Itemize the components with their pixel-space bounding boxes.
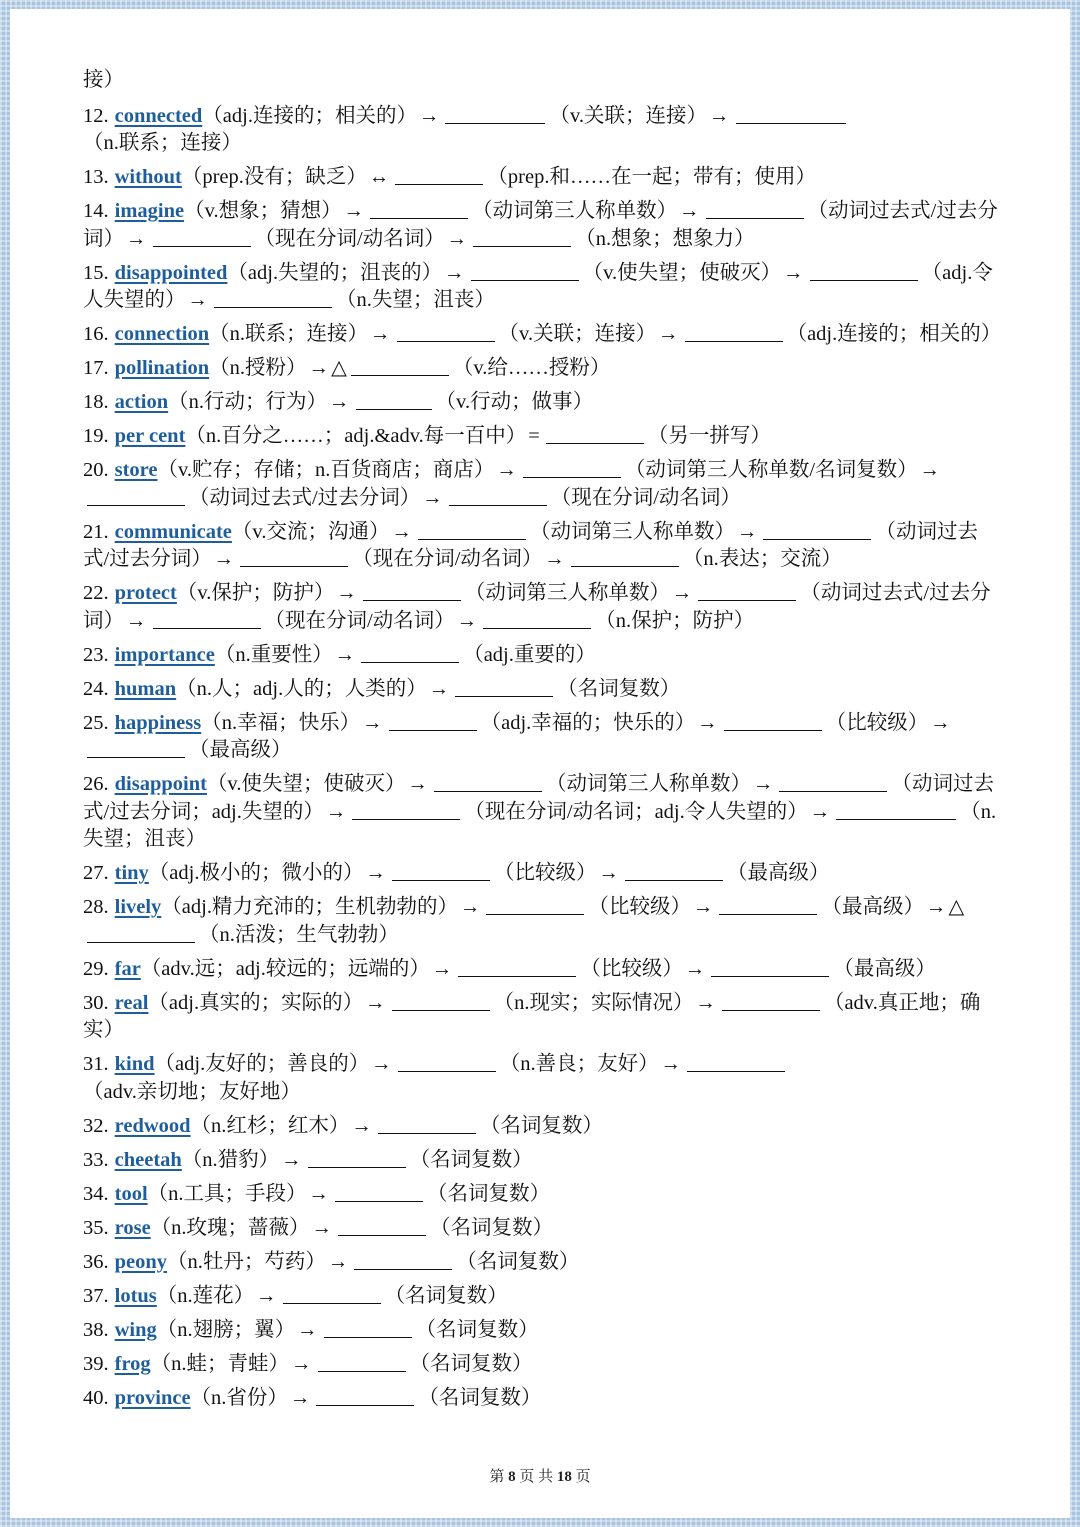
entry-gloss: （n.蛙；青蛙） [150,1352,290,1375]
entry-number: 13. [83,166,109,188]
vocab-entry [83,519,1003,574]
headword-link[interactable]: lotus [114,1284,157,1307]
answer-blank[interactable] [338,1234,426,1236]
continued-fragment: 接） [83,69,124,91]
footer-page-number: 8 [508,1469,516,1485]
headword-link[interactable]: happiness [114,711,202,734]
answer-blank[interactable] [389,729,477,731]
arrow-symbol: → [126,609,147,632]
entry-gloss: （v.交流；沟通） [231,520,390,543]
arrow-symbol: → [213,548,235,570]
headword-link[interactable]: action [114,391,169,413]
entry-number: 31. [83,1053,109,1075]
vocab-entry [83,423,1003,451]
arrow-symbol: → [679,200,700,222]
arrow-symbol: → [930,711,951,734]
entry-gloss: （n.工具；手段） [147,1182,307,1205]
entry-gloss: （n.莲花） [156,1284,255,1307]
arrow-symbol: → [365,862,386,884]
headword-link[interactable]: store [114,459,158,481]
headword-link[interactable]: connection [114,323,210,345]
answer-blank[interactable] [351,374,449,376]
entry-number: 17. [83,357,109,379]
entry-gloss: （名词复数） [418,1386,542,1409]
entry-gloss: （比较级） [493,862,597,884]
arrow-symbol: → [684,957,706,980]
answer-blank[interactable] [87,504,185,506]
answer-blank[interactable] [736,122,846,124]
answer-blank[interactable] [836,818,956,820]
entry-gloss: （n.善良；友好） [499,1053,659,1075]
entry-gloss: （n.猎豹） [181,1148,280,1171]
vocab-entry [83,710,1003,765]
vocab-entry [83,103,1003,158]
entry-gloss: （n.表达；交流） [682,548,842,570]
headword-link[interactable]: per cent [114,425,186,447]
answer-blank[interactable] [283,1302,381,1304]
answer-blank[interactable] [153,245,251,247]
arrow-symbol: → [308,357,330,379]
entry-gloss: （adj.连接的；相关的） [786,323,1002,345]
entry-number: 15. [83,261,109,284]
entry-gloss: （n.行动；行为） [168,391,328,413]
entry-gloss: （v.保护；防护） [176,582,335,604]
entry-gloss: （adj.友好的；善良的） [154,1053,370,1075]
arrow-symbol: → [692,896,714,918]
entry-gloss: （现在分词/动名词） [550,486,741,509]
entry-gloss: （最高级） [726,862,830,884]
answer-blank[interactable] [356,408,432,410]
headword-link[interactable]: wing [114,1318,157,1341]
headword-link[interactable]: lively [114,896,162,918]
vocab-entry [83,894,1003,949]
entry-gloss: （v.关联；连接） [549,104,708,127]
headword-link[interactable]: peony [114,1250,168,1273]
vocab-entry [83,1249,1003,1277]
entry-gloss: （n.省份） [190,1386,288,1409]
entries-container [83,103,1003,1413]
answer-blank[interactable] [722,1009,820,1011]
answer-blank[interactable] [486,913,584,915]
arrow-symbol: → [422,486,443,509]
headword-link[interactable]: rose [114,1216,151,1239]
entry-gloss: （动词过去式/过去分词） [83,582,991,632]
footer-suffix: 页 [575,1469,591,1485]
answer-blank[interactable] [87,756,185,758]
entry-gloss: （比较级） [588,896,691,918]
answer-blank[interactable] [625,879,723,881]
entry-gloss: （名词复数） [430,1216,554,1239]
arrow-symbol: → [327,1250,349,1273]
entry-gloss: （n.人；adj.人的；人类的） [176,677,427,700]
entry-gloss: （n.联系；连接） [83,132,242,154]
answer-blank[interactable] [546,442,644,444]
entry-gloss: （n.牡丹；芍药） [167,1250,326,1273]
answer-blank[interactable] [763,538,871,540]
answer-blank[interactable] [455,695,553,697]
footer-prefix: 第 [489,1469,505,1485]
entry-number: 22. [83,582,109,604]
entry-gloss: （n.玫瑰；蔷薇） [150,1216,310,1239]
entry-gloss: （n.现实；实际情况） [493,991,694,1014]
arrow-symbol: → [362,711,383,734]
entry-number: 18. [83,391,109,413]
entry-gloss: （n.授粉） [209,357,307,379]
answer-blank[interactable] [418,538,526,540]
entry-gloss: （名词复数） [384,1284,508,1307]
vocabulary-list [83,67,1003,1419]
vocab-entry [83,1283,1003,1311]
entry-gloss: （n.红杉；红木） [190,1114,350,1137]
answer-blank[interactable] [324,1336,412,1338]
arrow-symbol: → [709,104,730,127]
entry-gloss: （n.联系；连接） [209,323,369,345]
entry-number: 39. [83,1352,109,1375]
entry-gloss: （adv.亲切地；友好地） [83,1080,301,1103]
answer-blank[interactable] [361,661,459,663]
vocab-entry [83,457,1003,512]
vocab-entry [83,1351,1003,1379]
entry-gloss: （动词过去式/过去分词；adj.失望的） [83,773,994,823]
arrow-symbol: → [418,104,440,127]
entry-gloss: （动词第三人称单数） [464,582,670,604]
entry-gloss: （v.关联；连接） [498,323,657,345]
entry-gloss: （最高级） [833,957,936,980]
answer-blank[interactable] [458,975,576,977]
arrow-symbol: → [925,896,947,918]
entry-number: 40. [83,1386,109,1409]
answer-blank[interactable] [378,1132,476,1134]
entry-gloss: （名词复数） [409,1148,533,1171]
headword-link[interactable]: cheetah [114,1148,182,1171]
entry-gloss: （动词过去式/过去分词） [83,520,978,570]
arrow-symbol: → [671,582,693,604]
answer-blank[interactable] [711,975,829,977]
entry-number: 35. [83,1216,109,1239]
arrow-symbol: → [371,1053,392,1075]
entry-gloss: （n.失望；沮丧） [336,289,495,311]
arrow-symbol: → [496,459,517,481]
arrow-symbol: → [311,1216,333,1239]
arrow-symbol: → [658,323,679,345]
arrow-symbol: → [343,200,365,222]
entry-gloss: （n.保护；防护） [595,609,755,632]
entry-gloss: （n.活泼；生气勃勃） [199,923,399,946]
answer-blank[interactable] [392,879,490,881]
entry-gloss: （比较级） [825,711,929,734]
arrow-symbol: → [391,520,412,543]
answer-blank[interactable] [706,217,804,219]
entry-gloss: （v.想象；猜想） [184,200,342,222]
answer-blank[interactable] [316,1404,414,1406]
entry-gloss: （动词第三人称单数） [472,200,678,222]
vocab-entry [83,164,1003,192]
vocab-entry [83,1113,1003,1141]
entry-gloss: （adj.真实的；实际的） [148,991,364,1014]
vocab-entry [83,1181,1003,1209]
arrow-symbol: → [291,1352,312,1375]
entry-gloss: （动词过去式/过去分词） [83,200,998,250]
entry-gloss: （现在分词/动名词；adj.令人失望的） [464,800,808,823]
arrow-symbol: → [187,289,208,311]
answer-blank[interactable] [687,1070,785,1072]
answer-blank[interactable] [571,565,679,567]
entry-gloss: （adj.极小的；微小的） [148,862,364,884]
entry-gloss: （n.重要性） [214,643,333,666]
entry-gloss: （v.给……授粉） [452,357,611,379]
entry-gloss: （现在分词/动名词） [352,548,543,570]
entry-gloss: （名词复数） [415,1318,539,1341]
entry-gloss: （v.使失望；使破灭） [206,773,406,795]
arrow-symbol: → [256,1284,277,1307]
headword-link[interactable]: disappoint [114,773,207,795]
answer-blank[interactable] [240,565,348,567]
entry-gloss: （adj.幸福的；快乐的） [480,711,696,734]
vocab-entry [83,956,1003,984]
answer-blank[interactable] [397,340,495,342]
vocab-entry [83,1385,1003,1413]
answer-blank[interactable] [471,279,579,281]
entry-gloss: △ [331,357,347,379]
entry-gloss: （v.行动；做事） [435,391,594,413]
entry-number: 16. [83,323,109,345]
arrow-symbol: → [281,1148,302,1171]
headword-link[interactable]: tool [114,1182,148,1205]
entry-number: 34. [83,1182,109,1205]
answer-blank[interactable] [523,476,621,478]
arrow-symbol: → [365,991,386,1014]
headword-link[interactable]: frog [114,1352,151,1375]
arrow-symbol: → [446,227,468,250]
entry-number: 30. [83,991,109,1014]
answer-blank[interactable] [719,913,817,915]
headword-link[interactable]: communicate [114,520,232,543]
vocab-entry [83,580,1003,635]
arrow-symbol: → [456,609,478,632]
answer-blank[interactable] [87,941,195,943]
answer-blank[interactable] [434,790,542,792]
answer-blank[interactable] [445,122,545,124]
entry-number: 20. [83,459,109,481]
headword-link[interactable]: real [114,991,149,1014]
entry-number: 19. [83,425,109,447]
headword-link[interactable]: human [114,677,177,700]
entry-gloss: （v.使失望；使破灭） [582,261,782,284]
vocab-entry [83,198,1003,253]
arrow-symbol: → [308,1182,330,1205]
answer-blank[interactable] [810,279,918,281]
entry-gloss: （最高级） [821,896,924,918]
entry-gloss: （名词复数） [456,1250,580,1273]
vocab-entry [83,1317,1003,1345]
entry-gloss: （动词第三人称单数） [545,773,751,795]
answer-blank[interactable] [308,1166,406,1168]
arrow-symbol: → [428,677,450,700]
vocab-entry [83,1215,1003,1243]
answer-blank[interactable] [698,599,796,601]
entry-gloss: （现在分词/动名词） [264,609,455,632]
entry-gloss: （比较级） [580,957,683,980]
entry-gloss: （名词复数） [409,1352,533,1375]
answer-blank[interactable] [724,729,822,731]
vocab-entry [83,355,1003,383]
arrow-symbol: → [697,711,718,734]
entry-gloss: （动词第三人称单数） [529,520,735,543]
arrow-symbol: → [444,261,465,284]
answer-blank[interactable] [214,306,332,308]
entry-gloss: （adj.精力充沛的；生机勃勃的） [161,896,458,918]
headword-link[interactable]: protect [114,582,177,604]
entry-gloss: （adj.令人失望的） [83,261,993,311]
entry-gloss: （n.翅膀；翼） [156,1318,296,1341]
answer-blank[interactable] [354,1268,452,1270]
entry-number: 33. [83,1148,109,1171]
entry-number: 25. [83,711,109,734]
entry-gloss: （adj.失望的；沮丧的） [227,261,443,284]
entry-number: 26. [83,773,109,795]
entry-gloss: （adv.真正地；确实） [83,991,981,1041]
entry-number: 32. [83,1114,109,1137]
answer-blank[interactable] [473,245,571,247]
vocab-entry [83,389,1003,417]
headword-link[interactable]: redwood [114,1114,191,1137]
arrow-symbol: → [544,548,565,570]
answer-blank[interactable] [685,340,783,342]
answer-blank[interactable] [779,790,887,792]
entry-gloss: （名词复数） [557,677,681,700]
answer-blank[interactable] [153,627,261,629]
entry-number: 38. [83,1318,109,1341]
arrow-symbol: → [598,862,619,884]
page-footer [10,1465,1070,1486]
arrow-symbol: → [660,1053,682,1075]
entry-gloss: （动词第三人称单数/名词复数） [624,459,918,481]
entry-number: 29. [83,957,109,980]
answer-blank[interactable] [449,504,547,506]
entry-number: 24. [83,677,109,700]
vocab-entry [83,260,1003,315]
answer-blank[interactable] [363,599,461,601]
arrow-symbol: → [695,991,716,1014]
footer-total-pages: 18 [556,1469,572,1485]
headword-link[interactable]: province [114,1386,191,1409]
arrow-symbol: → [370,323,391,345]
headword-link[interactable]: connected [114,104,203,127]
headword-link[interactable]: tiny [114,862,149,884]
entry-gloss: （另一拼写） [647,425,771,447]
arrow-symbol: → [752,773,774,795]
entry-gloss: （n.百分之……；adj.&adv.每一百中） [185,425,527,447]
entry-gloss: （名词复数） [479,1114,603,1137]
entry-number: 23. [83,643,109,666]
entry-gloss: （n.失望；沮丧） [83,800,997,850]
answer-blank[interactable] [398,1070,496,1072]
entry-number: 27. [83,862,109,884]
vocab-entry [83,321,1003,349]
vocab-entry [83,860,1003,888]
answer-blank[interactable] [483,627,591,629]
arrow-symbol: → [126,227,147,250]
headword-link[interactable]: kind [114,1053,155,1075]
answer-blank[interactable] [395,183,483,185]
answer-blank[interactable] [392,1009,490,1011]
vocab-entry [83,676,1003,704]
entry-gloss: （adv.远；adj.较远的；远端的） [140,957,430,980]
answer-blank[interactable] [318,1370,406,1372]
arrow-symbol: → [407,773,428,795]
entry-gloss: （名词复数） [427,1182,551,1205]
entry-gloss: （adj.连接的；相关的） [202,104,417,127]
entry-number: 14. [83,200,109,222]
vocab-entry [83,771,1003,854]
footer-middle: 页 共 [519,1469,554,1485]
arrow-symbol: → [919,459,941,481]
headword-link[interactable]: disappointed [114,261,228,284]
arrow-symbol: → [736,520,758,543]
entry-gloss: （prep.没有；缺乏） [181,166,367,188]
entry-gloss: （现在分词/动名词） [254,227,445,250]
arrow-symbol: ↔ [368,166,390,188]
answer-blank[interactable] [335,1200,423,1202]
document-page [10,9,1070,1518]
arrow-symbol: → [431,957,453,980]
arrow-symbol: → [351,1114,372,1137]
arrow-symbol: → [334,643,356,666]
arrow-symbol: → [459,896,481,918]
entry-number: 21. [83,520,109,543]
arrow-symbol: → [329,391,350,413]
arrow-symbol: → [325,800,347,823]
headword-link[interactable]: without [114,166,182,188]
arrow-symbol: = [528,425,540,447]
vocab-entry [83,1147,1003,1175]
vocab-entry [83,1051,1003,1106]
arrow-symbol: → [297,1318,318,1341]
headword-link[interactable]: pollination [114,357,210,379]
entry-gloss: （prep.和……在一起；带有；使用） [487,166,816,188]
entry-number: 28. [83,896,109,918]
entry-number: 12. [83,104,109,127]
arrow-symbol: → [809,800,831,823]
arrow-symbol: → [289,1386,311,1409]
entry-number: 36. [83,1250,109,1273]
entry-gloss: （n.幸福；快乐） [201,711,361,734]
entry-gloss: （adj.重要的） [463,643,596,666]
entry-gloss: （n.想象；想象力） [575,227,755,250]
answer-blank[interactable] [352,818,460,820]
entry-gloss: （v.贮存；存储；n.百货商店；商店） [157,459,495,481]
entry-number: 37. [83,1284,109,1307]
entry-gloss: △ [948,896,965,918]
entry-gloss: （最高级） [189,739,292,761]
answer-blank[interactable] [370,217,468,219]
entry-gloss: （动词过去式/过去分词） [189,486,421,509]
vocab-entry [83,642,1003,670]
headword-link[interactable]: importance [114,643,215,666]
headword-link[interactable]: imagine [114,200,185,222]
arrow-symbol: → [336,582,357,604]
vocab-entry [83,990,1003,1045]
arrow-symbol: → [783,261,804,284]
headword-link[interactable]: far [114,957,141,980]
